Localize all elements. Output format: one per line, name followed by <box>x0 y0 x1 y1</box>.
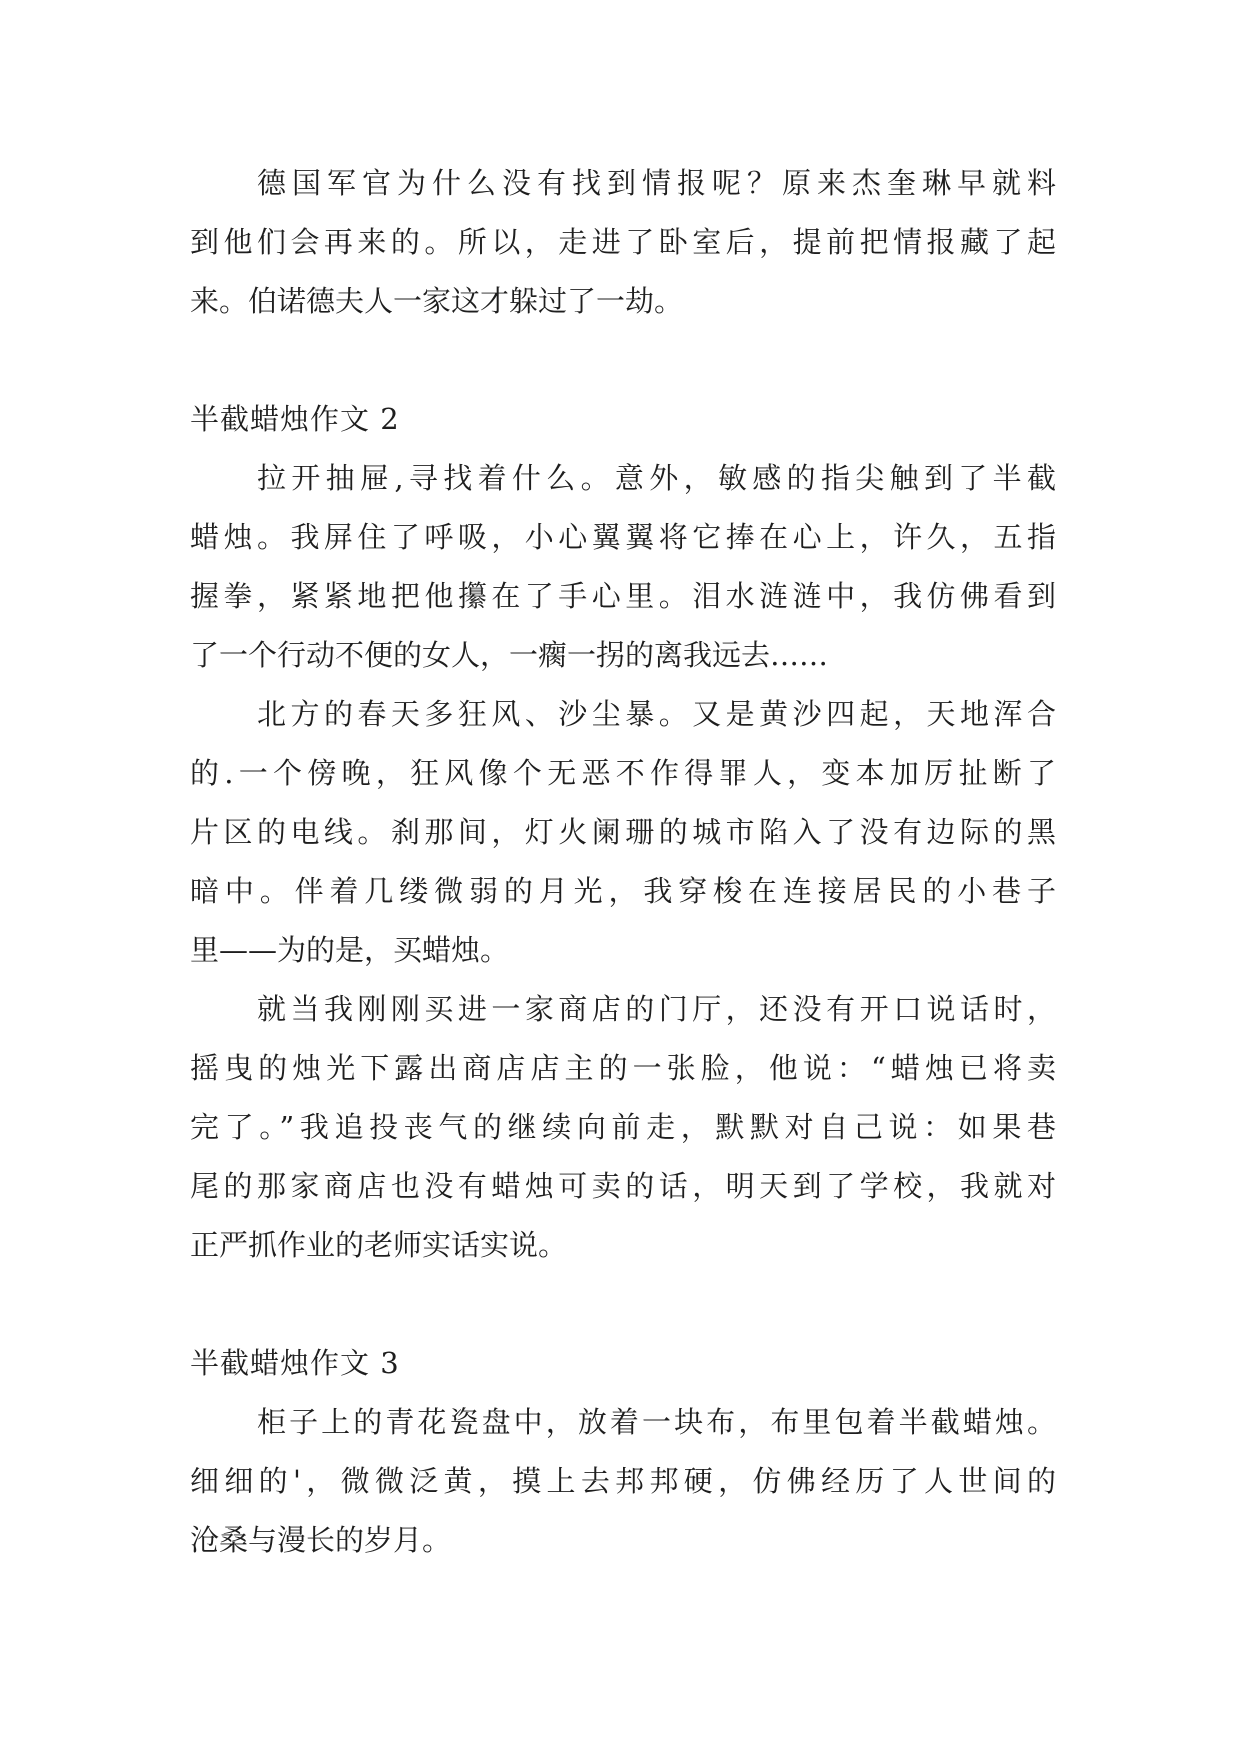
text-line: 握拳，紧紧地把他攥在了手心里。泪水涟涟中，我仿佛看到 <box>190 579 1056 613</box>
text-line: 正严抓作业的老师实话实说。 <box>190 1228 568 1262</box>
text-line: 尾的那家商店也没有蜡烛可卖的话，明天到了学校，我就对 <box>190 1169 1056 1203</box>
text-line: 就当我刚刚买进一家商店的门厅，还没有开口说话时， <box>257 992 1056 1026</box>
blank-line <box>0 331 1241 390</box>
text-line: 蜡烛。我屏住了呼吸，小心翼翼将它捧在心上，许久，五指 <box>190 520 1056 554</box>
text-line: 北方的春天多狂风、沙尘暴。又是黄沙四起，天地浑合 <box>257 697 1056 731</box>
text-line: 到他们会再来的。所以，走进了卧室后，提前把情报藏了起 <box>190 225 1056 259</box>
text-line: 细细的'，微微泛黄，摸上去邦邦硬，仿佛经历了人世间的 <box>190 1464 1056 1498</box>
text-line: 德国军官为什么没有找到情报呢？原来杰奎琳早就料 <box>257 166 1056 200</box>
section-heading-3: 半截蜡烛作文 3 <box>190 1346 400 1380</box>
text-line: 里——为的是，买蜡烛。 <box>190 933 510 967</box>
paragraph-2 <box>0 449 1241 685</box>
section-heading-2: 半截蜡烛作文 2 <box>190 402 400 436</box>
blank-line <box>0 1275 1241 1334</box>
text-line: 摇曳的烛光下露出商店店主的一张脸，他说：“蜡烛已将卖 <box>190 1051 1056 1085</box>
paragraph-3 <box>0 685 1241 980</box>
text-line: 片区的电线。刹那间，灯火阑珊的城市陷入了没有边际的黑 <box>190 815 1056 849</box>
paragraph-4 <box>0 980 1241 1275</box>
text-line: 拉开抽屉,寻找着什么。意外，敏感的指尖触到了半截 <box>257 461 1056 495</box>
text-line: 完了。”我追投丧气的继续向前走，默默对自己说：如果巷 <box>190 1110 1056 1144</box>
text-line: 暗中。伴着几缕微弱的月光，我穿梭在连接居民的小巷子 <box>190 874 1056 908</box>
paragraph-5 <box>0 1393 1241 1570</box>
paragraph-1 <box>0 154 1241 331</box>
text-line: 了一个行动不便的女人，一瘸一拐的离我远去…… <box>190 638 829 672</box>
text-line: 来。伯诺德夫人一家这才躲过了一劫。 <box>190 284 684 318</box>
text-line: 柜子上的青花瓷盘中，放着一块布，布里包着半截蜡烛。 <box>257 1405 1056 1439</box>
text-line: 的.一个傍晚，狂风像个无恶不作得罪人，变本加厉扯断了 <box>190 756 1056 790</box>
text-line: 沧桑与漫长的岁月。 <box>190 1523 452 1557</box>
